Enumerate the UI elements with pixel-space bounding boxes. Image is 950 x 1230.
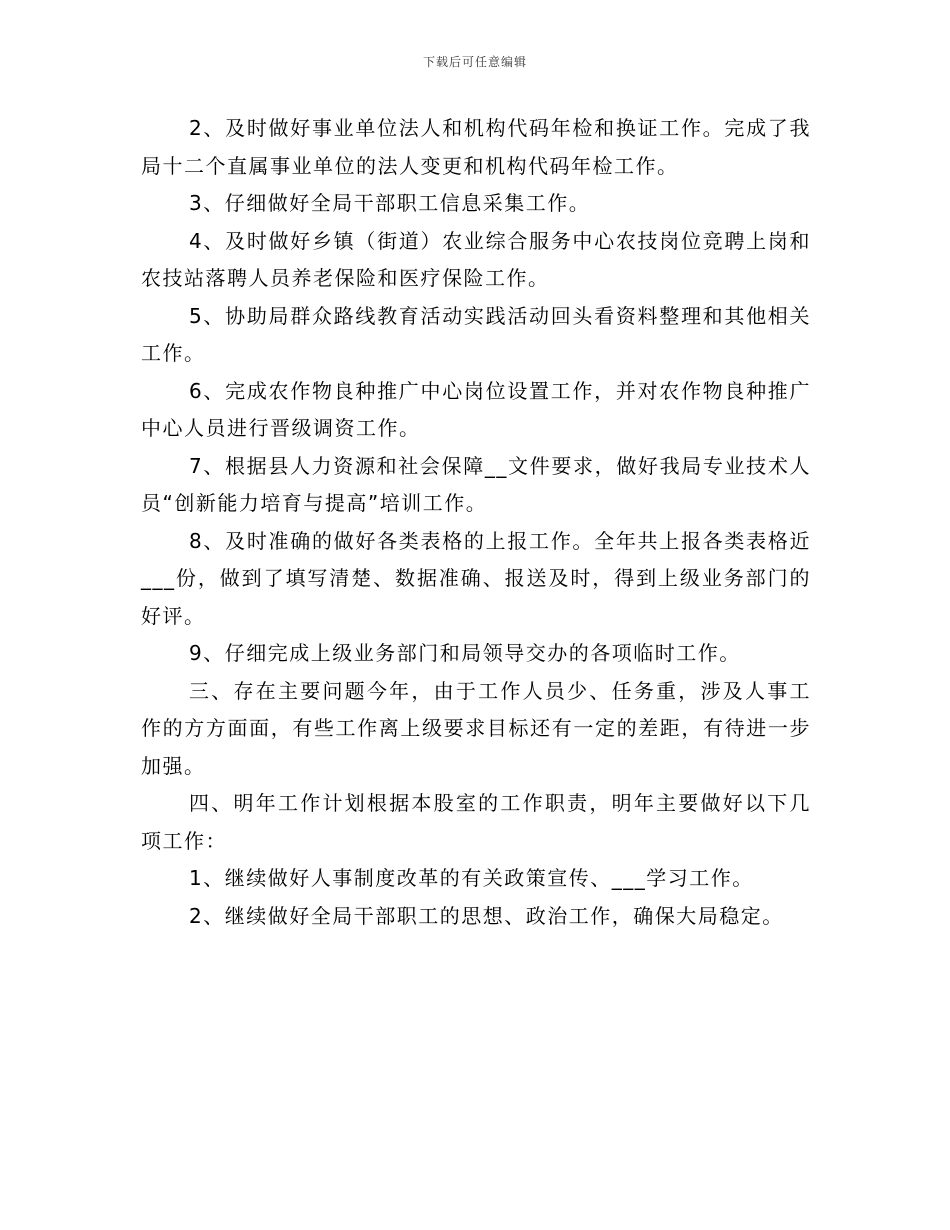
paragraph: 2、及时做好事业单位法人和机构代码年检和换证工作。完成了我局十二个直属事业单位的法人变更和机构代码年检工作。 (141, 116, 811, 178)
paragraph: 3、仔细做好全局干部职工信息采集工作。 (189, 191, 591, 215)
paragraph: 9、仔细完成上级业务部门和局领导交办的各项临时工作。 (189, 641, 741, 665)
paragraph: 5、协助局群众路线教育活动实践活动回头看资料整理和其他相关工作。 (141, 303, 811, 365)
paragraph: 7、根据县人力资源和社会保障__文件要求，做好我局专业技术人员“创新能力培育与提高”培训工作。 (141, 453, 811, 515)
paragraph: 2、继续做好全局干部职工的思想、政治工作，确保大局稳定。 (189, 903, 784, 928)
paragraph: 1、继续做好人事制度改革的有关政策宣传、___学习工作。 (189, 866, 754, 890)
paragraph: 8、及时准确的做好各类表格的上报工作。全年共上报各类表格近___份，做到了填写清楚、数据准确、报送及时，得到上级业务部门的好评。 (141, 528, 811, 628)
paragraph: 6、完成农作物良种推广中心岗位设置工作，并对农作物良种推广中心人员进行晋级调资工作。 (141, 378, 811, 440)
paragraph: 四、明年工作计划根据本股室的工作职责，明年主要做好以下几项工作： (141, 791, 811, 853)
paragraph: 4、及时做好乡镇（街道）农业综合服务中心农技岗位竞聘上岗和农技站落聘人员养老保险和医疗保险工作。 (141, 228, 811, 290)
paragraph: 三、存在主要问题今年，由于工作人员少、任务重，涉及人事工作的方方面面，有些工作离上级要求目标还有一定的差距，有待进一步加强。 (141, 678, 811, 778)
document-body (141, 110, 811, 935)
page-header: 下载后可任意编辑 (422, 55, 527, 69)
